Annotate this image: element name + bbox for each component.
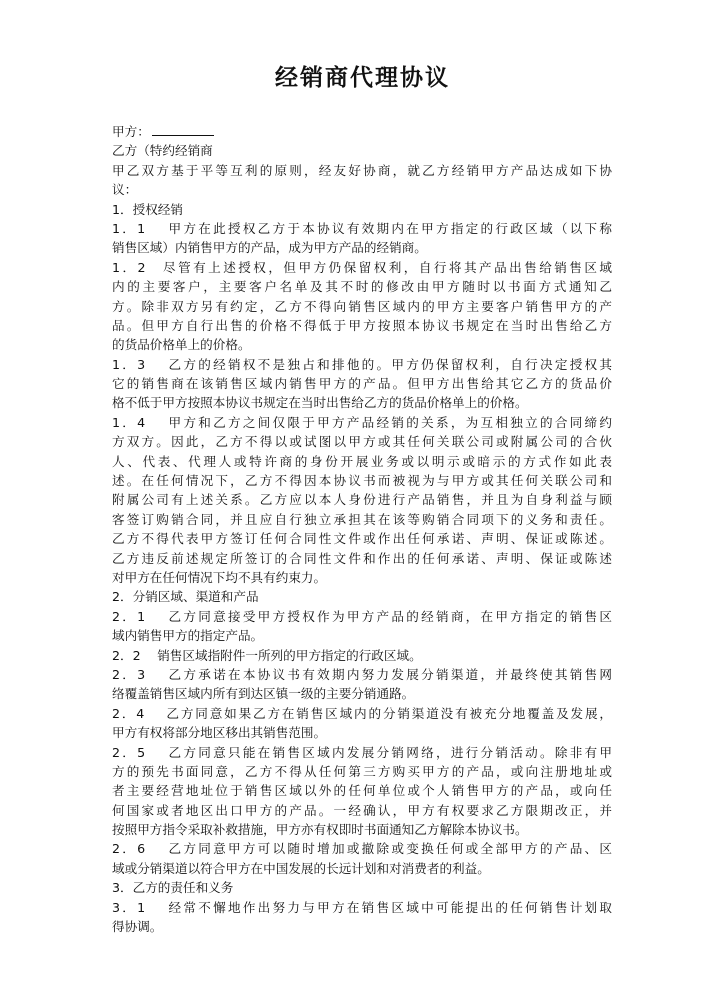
paragraph-line: 得协调。: [112, 919, 163, 935]
paragraph-line: 附属公司有上述关系。乙方应以本人身份进行产品销售，并且为自身利益与顾: [112, 492, 612, 508]
paragraph-line: 甲乙双方基于平等互利的原则，经友好协商，就乙方经销甲方产品达成如下协: [112, 162, 612, 178]
paragraph-line: 乙方不得代表甲方签订任何合同性文件或作出任何承诺、声明、保证或陈述。: [112, 531, 612, 547]
party-a-blank: [152, 124, 214, 136]
party-a-line: [112, 122, 612, 141]
paragraph-line: 格不低于甲方按照本协议书规定在当时出售给乙方的货品价格单上的价格。: [112, 395, 528, 411]
document-title: 经销商代理协议: [275, 64, 450, 91]
paragraph-line: 销售区域）内销售甲方的产品，成为甲方产品的经销商。: [112, 240, 427, 256]
paragraph-line: 2．6 乙方同意甲方可以随时增加或撤除或变换任何或全部甲方的产品、区: [112, 841, 612, 857]
paragraph-line: 方双方。因此，乙方不得以或试图以甲方或其任何关联公司或附属公司的合伙: [112, 434, 612, 450]
paragraph-line: 2．1 乙方同意接受甲方授权作为甲方产品的经销商，在甲方指定的销售区: [112, 608, 612, 624]
paragraph-line: 议：: [112, 182, 138, 198]
paragraph-line: 述。在任何情况下，乙方不得因本协议书而被视为与甲方或其任何关联公司和: [112, 473, 612, 489]
paragraph-line: 乙方（特约经销商: [112, 143, 213, 159]
paragraph-line: 内的主要客户，主要客户名单及其不时的修改由甲方随时以书面方式通知乙: [112, 279, 612, 295]
paragraph-line: 2．5 乙方同意只能在销售区域内发展分销网络，进行分销活动。除非有甲: [112, 744, 612, 760]
paragraph-line: 方的预先书面同意，乙方不得从任何第三方购买甲方的产品，或向注册地址或: [112, 763, 612, 779]
paragraph-line: 域或分销渠道以符合甲方在中国发展的长远计划和对消费者的利益。: [112, 860, 490, 876]
paragraph-line: 1．4 甲方和乙方之间仅限于甲方产品经销的关系，为互相独立的合同缔约: [112, 414, 612, 430]
paragraph-line: 2．分销区域、渠道和产品: [112, 589, 259, 605]
paragraph-line: 域内销售甲方的指定产品。: [112, 628, 264, 644]
paragraph-line: 1．授权经销: [112, 201, 183, 217]
paragraph-line: 络覆盖销售区域内所有到达区镇一级的主要分销通路。: [112, 686, 415, 702]
paragraph-line: 2．2 销售区域指附件一所列的甲方指定的行政区域。: [112, 647, 422, 663]
paragraph-line: 者主要经营地址位于销售区域以外的任何单位或个人销售甲方的产品，或向任: [112, 783, 612, 799]
paragraph-line: 3．乙方的责任和义务: [112, 880, 234, 896]
paragraph-line: 它的销售商在该销售区域内销售甲方的产品。但甲方出售给其它乙方的货品价: [112, 376, 612, 392]
paragraph-line: 何国家或者地区出口甲方的产品。一经确认，甲方有权要求乙方限期改正，并: [112, 802, 612, 818]
paragraph-line: 甲方有权将部分地区移出其销售范围。: [112, 725, 327, 741]
paragraph-line: 2．3 乙方承诺在本协议书有效期内努力发展分销渠道，并最终使其销售网: [112, 666, 612, 682]
paragraph-line: 人、代表、代理人或特许商的身份开展业务或以明示或暗示的方式作如此表: [112, 453, 612, 469]
party-a-label: 甲方：: [112, 124, 150, 139]
paragraph-line: 1．2 尽管有上述授权，但甲方仍保留权利，自行将其产品出售给销售区域: [112, 259, 612, 275]
paragraph-line: 方。除非双方另有约定，乙方不得向销售区域内的甲方主要客户销售甲方的产: [112, 298, 612, 314]
paragraph-line: 的货品价格单上的价格。: [112, 337, 251, 353]
paragraph-line: 客签订购销合同，并且应自行独立承担其在该等购销合同项下的义务和责任。: [112, 511, 612, 527]
paragraph-line: 1．3 乙方的经销权不是独占和排他的。甲方仍保留权利，自行决定授权其: [112, 356, 612, 372]
paragraph-line: 对甲方在任何情况下均不具有约束力。: [112, 569, 327, 585]
paragraph-line: 2．4 乙方同意如果乙方在销售区域内的分销渠道没有被充分地覆盖及发展，: [112, 705, 612, 721]
paragraph-line: 品。但甲方自行出售的价格不得低于甲方按照本协议书规定在当时出售给乙方: [112, 317, 612, 333]
paragraph-line: 乙方违反前述规定所签订的合同性文件和作出的任何承诺、声明、保证或陈述: [112, 550, 612, 566]
paragraph-line: 3．1 经常不懈地作出努力与甲方在销售区域中可能提出的任何销售计划取: [112, 899, 612, 915]
paragraph-line: 1．1 甲方在此授权乙方于本协议有效期内在甲方指定的行政区域（以下称: [112, 220, 612, 236]
document-body: [112, 122, 612, 936]
paragraph-line: 按照甲方指令采取补救措施，甲方亦有权即时书面通知乙方解除本协议书。: [112, 822, 528, 838]
